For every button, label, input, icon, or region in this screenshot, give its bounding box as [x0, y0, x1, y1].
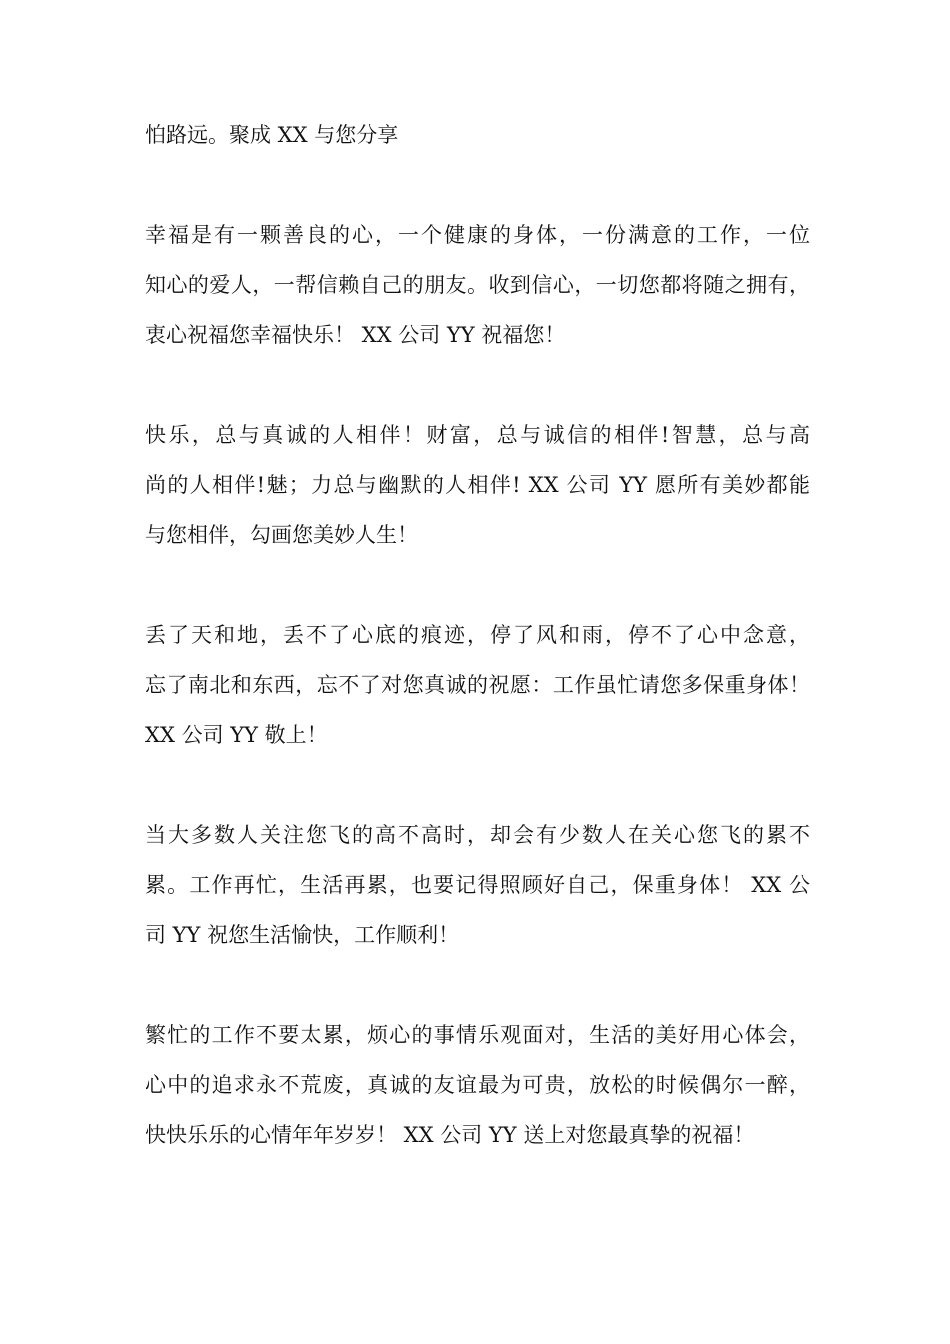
text-line: 忘了南北和东西，忘不了对您真诚的祝愿：工作虽忙请您多保重身体！: [145, 673, 810, 697]
text-line: XX 公司 YY 敬上！: [145, 723, 328, 747]
text-line: 与您相伴，勾画您美妙人生！: [145, 523, 418, 547]
text-line: 幸福是有一颗善良的心，一个健康的身体，一份满意的工作，一位: [145, 223, 810, 247]
text-line: 知心的爱人，一帮信赖自己的朋友。收到信心，一切您都将随之拥有，: [145, 273, 810, 297]
text-line: 繁忙的工作不要太累，烦心的事情乐观面对，生活的美好用心体会，: [145, 1023, 810, 1047]
text-line: 当大多数人关注您飞的高不高时，却会有少数人在关心您飞的累不: [145, 823, 810, 847]
text-line: 司 YY 祝您生活愉快，工作顺利！: [145, 923, 460, 947]
text-line: 衷心祝福您幸福快乐！ XX 公司 YY 祝福您！: [145, 323, 566, 347]
text-line: 怕路远。聚成 XX 与您分享: [145, 123, 399, 147]
text-line: 快快乐乐的心情年年岁岁！ XX 公司 YY 送上对您最真挚的祝福！: [145, 1123, 755, 1147]
text-line: 丢了天和地，丢不了心底的痕迹，停了风和雨，停不了心中念意，: [145, 623, 810, 647]
text-line: 心中的追求永不荒废，真诚的友谊最为可贵，放松的时候偶尔一醉，: [145, 1073, 810, 1097]
text-line: 累。工作再忙，生活再累，也要记得照顾好自己，保重身体！ XX 公: [145, 873, 810, 897]
text-line: 尚的人相伴!魅；力总与幽默的人相伴! XX 公司 YY 愿所有美妙都能: [145, 473, 810, 497]
text-line: 快乐，总与真诚的人相伴！财富，总与诚信的相伴!智慧，总与高: [145, 423, 810, 447]
